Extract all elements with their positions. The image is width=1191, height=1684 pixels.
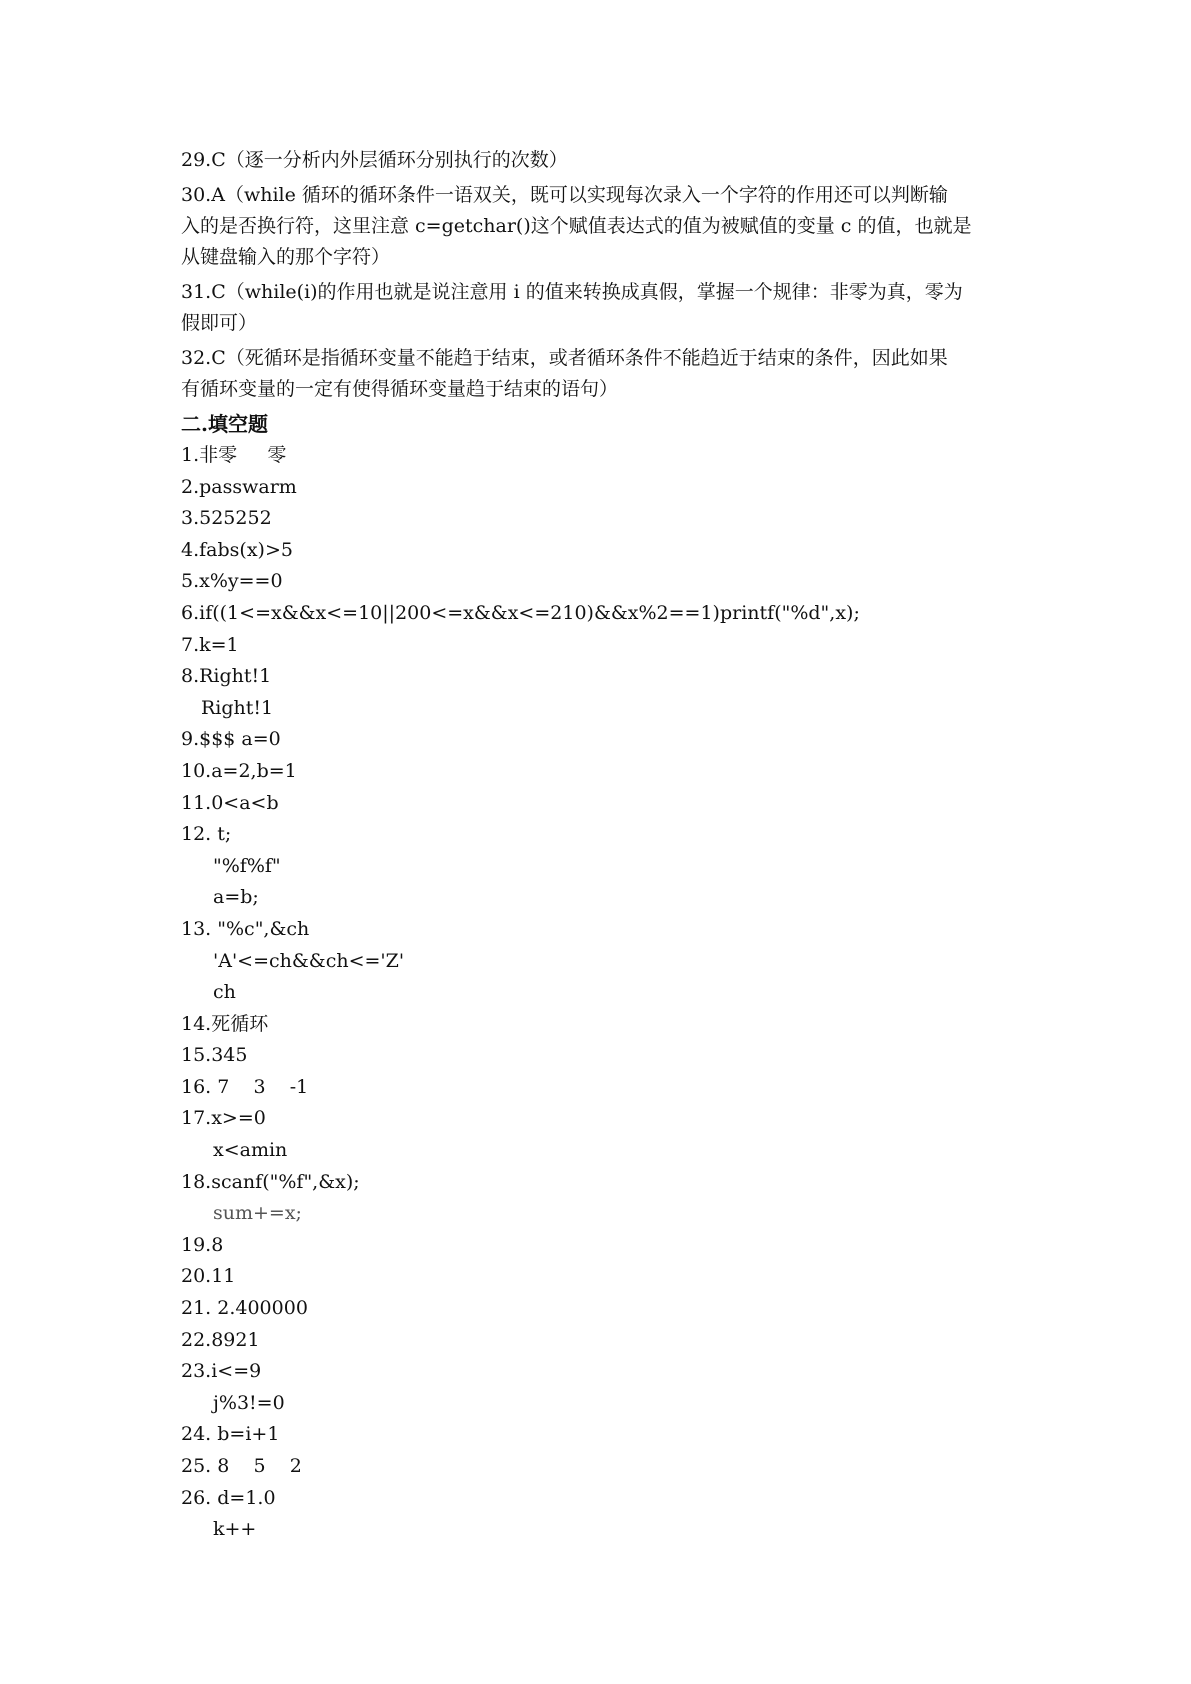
fill-in-answer: sum+=x; — [213, 1202, 302, 1225]
fill-in-answer: 21. 2.400000 — [181, 1297, 308, 1320]
fill-in-answer: 5.x%y==0 — [181, 570, 283, 593]
fill-in-answer: 19.8 — [181, 1233, 224, 1256]
choice-answer-line: 30.A（while 循环的循环条件一语双关，既可以实现每次录入一个字符的作用还可以判断输 — [181, 184, 948, 206]
fill-in-answer: k++ — [213, 1518, 257, 1541]
fill-in-answer: 22.8921 — [181, 1328, 260, 1351]
fill-in-answer: 9.$$$ a=0 — [181, 728, 281, 751]
fill-in-answer: 2.passwarm — [181, 475, 297, 498]
fill-in-answer: "%f%f" — [213, 854, 281, 877]
fill-in-answer: ch — [213, 981, 236, 1004]
choice-answer-line: 假即可） — [181, 312, 258, 334]
choice-answer-line: 从键盘输入的那个字符） — [181, 246, 391, 268]
multiple-choice-answers — [181, 145, 1021, 405]
fill-in-answer: 15.345 — [181, 1044, 248, 1067]
fill-in-answers — [181, 440, 1021, 1546]
section-title: 二.填空题 — [181, 412, 268, 436]
fill-in-answer: 25. 8 5 2 — [181, 1455, 302, 1477]
choice-answer-line: 32.C（死循环是指循环变量不能趋于结束，或者循环条件不能趋近于结束的条件，因此如果 — [181, 347, 948, 369]
choice-answer-line: 入的是否换行符，这里注意 c=getchar()这个赋值表达式的值为被赋值的变量 c 的值，也就是 — [181, 215, 972, 237]
fill-in-answer: 4.fabs(x)>5 — [181, 538, 293, 561]
answer-content — [181, 145, 1021, 1546]
choice-answer-line: 31.C（while(i)的作用也就是说注意用 i 的值来转换成真假，掌握一个规律：非零为真，零为 — [181, 281, 963, 303]
choice-answer — [181, 180, 1021, 273]
fill-in-answer: 7.k=1 — [181, 633, 239, 656]
fill-in-answer: 26. d=1.0 — [181, 1486, 276, 1509]
choice-answer — [181, 343, 1021, 405]
choice-answer-line: 29.C（逐一分析内外层循环分别执行的次数） — [181, 149, 568, 171]
fill-in-answer: j%3!=0 — [213, 1391, 285, 1414]
fill-in-answer: Right!1 — [201, 696, 274, 719]
fill-in-answer: 3.525252 — [181, 507, 272, 530]
fill-in-answer: 24. b=i+1 — [181, 1423, 280, 1446]
fill-in-answer: 12. t; — [181, 823, 232, 846]
choice-answer-line: 有循环变量的一定有使得循环变量趋于结束的语句） — [181, 378, 619, 400]
fill-in-answer: x<amin — [213, 1139, 288, 1162]
fill-in-answer: 6.if((1<=x&&x<=10||200<=x&&x<=210)&&x%2==1)printf("%d",x); — [181, 601, 860, 624]
fill-in-answer: 8.Right!1 — [181, 665, 272, 688]
fill-in-answer: 16. 7 3 -1 — [181, 1075, 309, 1098]
fill-in-answer: 20.11 — [181, 1265, 236, 1288]
fill-in-answer: 23.i<=9 — [181, 1360, 262, 1383]
fill-in-answer: 13. "%c",&ch — [181, 917, 310, 940]
fill-in-answer: 1.非零 零 — [181, 444, 287, 466]
fill-in-answer: 'A'<=ch&&ch<='Z' — [213, 949, 405, 972]
choice-answer — [181, 277, 1021, 339]
fill-in-answer: a=b; — [213, 886, 259, 909]
fill-in-answer: 17.x>=0 — [181, 1107, 266, 1130]
fill-in-answer: 10.a=2,b=1 — [181, 759, 297, 782]
fill-in-answer: 14.死循环 — [181, 1012, 269, 1035]
fill-in-answer: 11.0<a<b — [181, 791, 279, 814]
fill-in-answer: 18.scanf("%f",&x); — [181, 1170, 360, 1193]
choice-answer — [181, 145, 1021, 176]
